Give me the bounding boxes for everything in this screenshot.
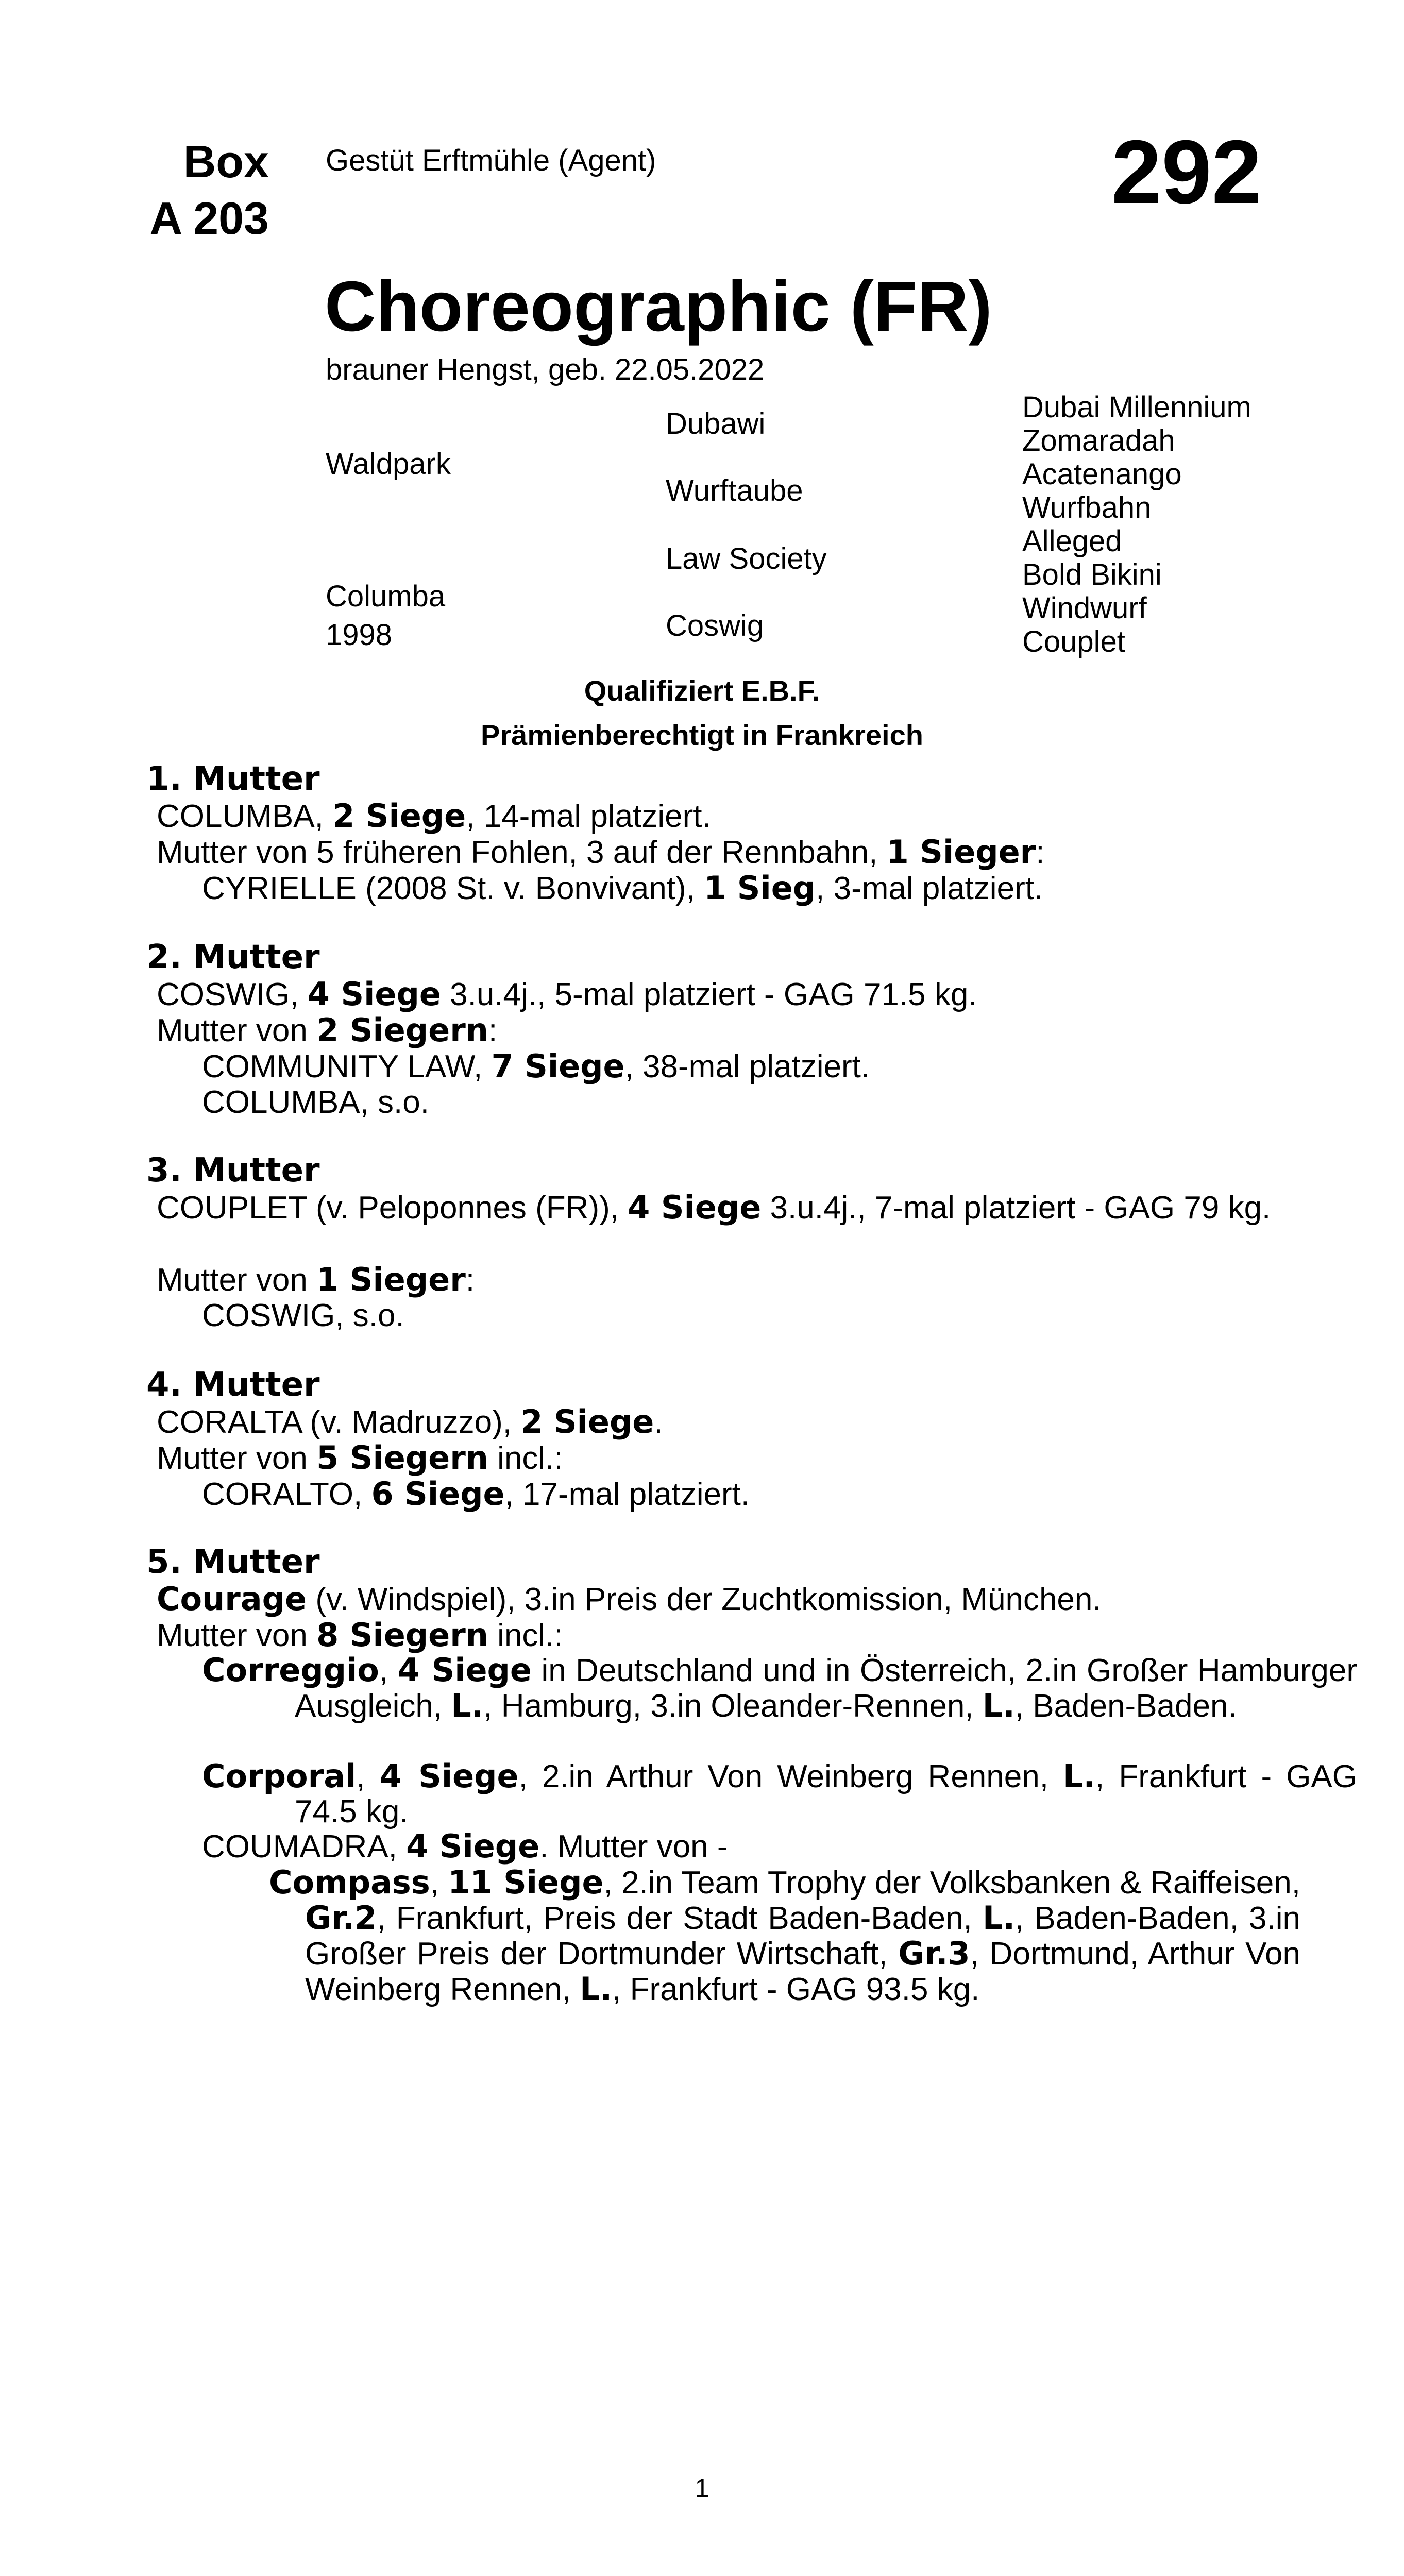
pedigree-dam-dam: Coswig [666, 609, 764, 642]
pedigree-gen3: Couplet [1022, 625, 1125, 658]
horse-description: brauner Hengst, geb. 22.05.2022 [326, 353, 765, 386]
offspring-entry: CYRIELLE (2008 St. v. Bonvivant), 1 Sieg, 3-mal platziert. [202, 869, 1043, 907]
box-label: Box [183, 136, 269, 187]
agent-name: Gestüt Erftmühle (Agent) [326, 144, 656, 177]
pedigree-gen3: Windwurf [1022, 591, 1147, 625]
dam-record: COSWIG, 4 Siege 3.u.4j., 5-mal platziert - GAG 71.5 kg. [157, 975, 977, 1013]
dam-record: Courage (v. Windspiel), 3.in Preis der Zuchtkomission, München. [157, 1580, 1102, 1618]
offspring-entry: Corporal, 4 Siege, 2.in Arthur Von Weinberg Rennen, L., Frankfurt - GAG 74.5 kg. [202, 1757, 1357, 1829]
dam-record: COUPLET (v. Peloponnes (FR)), 4 Siege 3.u.4j., 7-mal platziert - GAG 79 kg. [157, 1189, 1271, 1226]
offspring-entry: CORALTO, 6 Siege, 17-mal platziert. [202, 1475, 750, 1513]
section-title: 4. Mutter [146, 1366, 320, 1404]
pedigree-sire-dam: Wurftaube [666, 474, 803, 507]
pedigree-gen3: Bold Bikini [1022, 558, 1162, 591]
page-number: 1 [695, 2473, 709, 2502]
produce-summary: Mutter von 8 Siegern incl.: [157, 1616, 563, 1654]
pedigree-gen3: Dubai Millennium [1022, 391, 1251, 424]
produce-summary: Mutter von 5 früheren Fohlen, 3 auf der Rennbahn, 1 Sieger: [157, 833, 1045, 871]
pedigree-gen3: Zomaradah [1022, 424, 1175, 457]
horse-name: Choreographic (FR) [325, 267, 992, 346]
dam-record: CORALTA (v. Madruzzo), 2 Siege. [157, 1403, 663, 1440]
section-title: 2. Mutter [146, 938, 320, 976]
produce-summary: Mutter von 1 Sieger: [157, 1261, 475, 1298]
box-number: A 203 [149, 193, 269, 244]
qualification-ebf: Qualifiziert E.B.F. [584, 674, 820, 707]
offspring-entry: COLUMBA, s.o. [202, 1084, 429, 1120]
offspring-entry: COMMUNITY LAW, 7 Siege, 38-mal platziert. [202, 1047, 870, 1085]
pedigree-gen3: Acatenango [1022, 457, 1182, 491]
pedigree-dam-year: 1998 [326, 618, 393, 652]
section-title: 5. Mutter [146, 1543, 320, 1581]
offspring-entry: COUMADRA, 4 Siege. Mutter von - [202, 1827, 728, 1865]
section-title: 1. Mutter [146, 760, 320, 798]
dam-record: COLUMBA, 2 Siege, 14-mal platziert. [157, 797, 711, 835]
pedigree-gen3: Wurfbahn [1022, 491, 1152, 524]
pedigree-dam-sire: Law Society [666, 542, 827, 575]
qualification-france: Prämienberechtigt in Frankreich [481, 719, 923, 751]
produce-summary: Mutter von 2 Siegern: [157, 1011, 498, 1049]
produce-summary: Mutter von 5 Siegern incl.: [157, 1439, 563, 1477]
pedigree-dam: Columba [326, 580, 446, 613]
offspring-entry: Correggio, 4 Siege in Deutschland und in Österreich, 2.in Großer Hamburger Ausgleich, L., Hamburg, 3.in Oleander-Rennen, L., Baden-Baden. [202, 1651, 1357, 1724]
pedigree-sire-sire: Dubawi [666, 407, 766, 440]
grand-offspring-entry: Compass, 11 Siege, 2.in Team Trophy der Volksbanken & Raiffeisen, Gr.2, Frankfurt, Preis der Stadt Baden-Baden, L., Baden-Baden, 3.in Großer Preis der Dortmunder Wirtschaft, Gr.3, Dortmund, Arthur Von Weinberg Rennen, L., Frankfurt - GAG 93.5 kg. [269, 1863, 1301, 2008]
lot-number: 292 [1111, 122, 1262, 223]
section-title: 3. Mutter [146, 1151, 320, 1190]
pedigree-sire: Waldpark [326, 447, 451, 481]
pedigree-gen3: Alleged [1022, 524, 1122, 558]
offspring-entry: COSWIG, s.o. [202, 1298, 404, 1333]
